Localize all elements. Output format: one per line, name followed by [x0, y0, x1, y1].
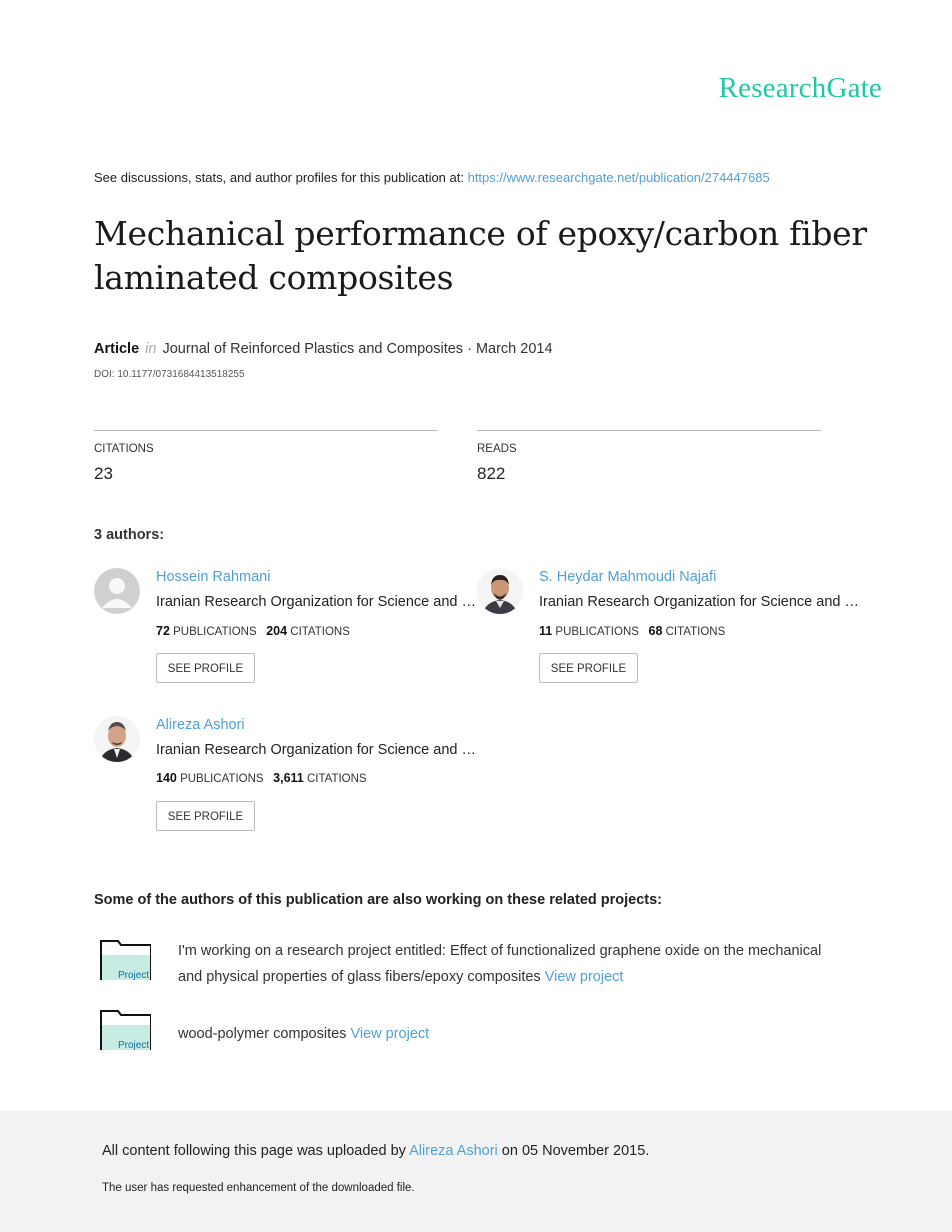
enhancement-request-text: The user has requested enhancement of the downloaded file.	[102, 1182, 415, 1194]
project-folder-icon	[100, 1010, 152, 1050]
publications-count: 140	[156, 771, 177, 785]
author-institution: Iranian Research Organization for Science and …	[539, 594, 859, 610]
publications-count: 72	[156, 624, 170, 638]
author-counts	[539, 624, 725, 638]
see-discussions-text: See discussions, stats, and author profiles for this publication at:	[94, 170, 468, 185]
project-item	[178, 1021, 848, 1047]
author-name-hossein-rahmani[interactable]: Hossein Rahmani	[156, 569, 271, 585]
publications-label: PUBLICATIONS	[180, 773, 264, 785]
related-projects-heading: Some of the authors of this publication are also working on these related projects:	[94, 892, 663, 908]
citations-count: 204	[266, 624, 288, 638]
reads-value: 822	[477, 464, 506, 483]
citations-value: 23	[94, 464, 113, 483]
publications-count: 11	[539, 624, 553, 638]
project-item	[178, 938, 848, 990]
citations-count-label: CITATIONS	[290, 626, 350, 638]
authors-heading: 3 authors:	[94, 527, 165, 543]
citations-label: CITATIONS	[94, 443, 154, 455]
author-name-alireza-ashori[interactable]: Alireza Ashori	[156, 717, 245, 733]
citations-count-label: CITATIONS	[306, 773, 367, 785]
citations-divider	[94, 430, 438, 431]
view-project-link[interactable]: View project	[350, 1026, 430, 1042]
default-avatar-icon[interactable]	[94, 568, 140, 614]
publication-url-link[interactable]: https://www.researchgate.net/publication/274447685	[467, 170, 770, 185]
author-counts	[156, 624, 350, 638]
see-profile-button[interactable]: SEE PROFILE	[156, 653, 255, 683]
publications-label: PUBLICATIONS	[173, 626, 257, 638]
citations-count: 68	[648, 624, 663, 638]
author-counts	[156, 771, 367, 785]
journal-info: Journal of Reinforced Plastics and Composites · March 2014	[162, 341, 553, 357]
upload-info	[102, 1143, 649, 1159]
publications-label: PUBLICATIONS	[555, 626, 639, 638]
author-institution: Iranian Research Organization for Science and …	[156, 742, 476, 758]
project-description: I'm working on a research project entitled: Effect of functionalized graphene oxide on the mechanical	[178, 943, 822, 959]
title-line-2: laminated composites	[94, 258, 454, 297]
uploader-link[interactable]: Alireza Ashori	[409, 1143, 498, 1159]
view-project-link[interactable]: View project	[544, 969, 624, 985]
footer-panel	[0, 1111, 952, 1232]
project-folder-icon	[100, 940, 152, 980]
author-photo-ashori[interactable]	[94, 716, 140, 762]
researchgate-logo[interactable]: ResearchGate	[718, 72, 882, 104]
in-label: in	[145, 341, 157, 357]
see-profile-button[interactable]: SEE PROFILE	[539, 653, 638, 683]
project-description-cont: and physical properties of glass fibers/epoxy composites	[178, 969, 545, 985]
doi-text: DOI: 10.1177/0731684413518255	[94, 369, 245, 380]
project-icon-label: Project	[118, 970, 150, 980]
publication-meta	[94, 341, 553, 357]
title-line-1: Mechanical performance of epoxy/carbon fiber	[94, 214, 867, 253]
author-name-heydar-najafi[interactable]: S. Heydar Mahmoudi Najafi	[539, 569, 717, 585]
publication-title	[94, 212, 874, 300]
author-photo-najafi[interactable]	[477, 568, 523, 614]
citations-count-label: CITATIONS	[665, 626, 726, 638]
project-description: wood-polymer composites	[178, 1026, 351, 1042]
citations-count: 3,611	[273, 771, 304, 785]
upload-prefix: All content following this page was uploaded by	[102, 1143, 410, 1159]
reads-divider	[477, 430, 821, 431]
project-icon-label: Project	[118, 1040, 150, 1050]
see-profile-button[interactable]: SEE PROFILE	[156, 801, 255, 831]
upload-suffix: on 05 November 2015.	[497, 1143, 650, 1159]
publication-source-line	[94, 170, 770, 185]
author-institution: Iranian Research Organization for Science and …	[156, 594, 476, 610]
publication-type: Article	[94, 341, 140, 357]
reads-label: READS	[477, 443, 517, 455]
